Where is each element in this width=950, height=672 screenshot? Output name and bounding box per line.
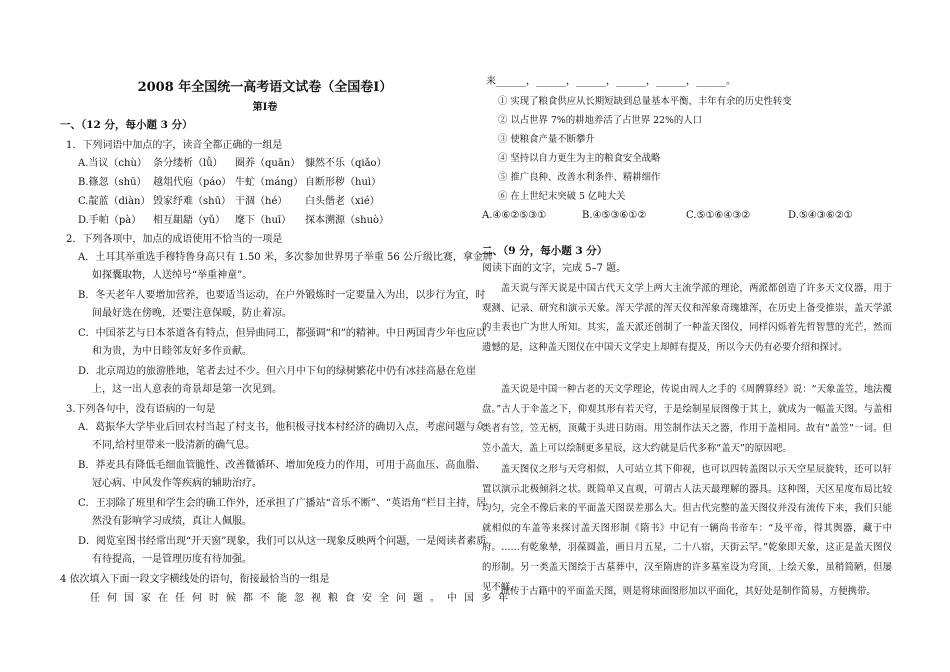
passage-paragraph-4: 流传于古籍中的平面盖天图，则是将球面图形加以平面化，其好处是制作简易，方便携带。 <box>500 586 876 597</box>
reading-instruction: 阅读下面的文字，完成 5–7 题。 <box>482 263 627 274</box>
q4-item-6: ⑥ 在上世纪末突破 5 亿吨大关 <box>498 191 626 202</box>
passage-paragraph-1: 盖天说与浑天说是中国古代天文学上两大主流学派的理论，两派都创造了许多天文仪器，用于观测、记录、研究和演示天象。浑天学派的浑天仪和浑象奇瑰雄浑，在历史上备受推崇，盖天学派的圭表也广为世人所知。其实，盖天派还创制了一种盖天图仪，同样闪烁着先哲智慧的光芒，然而遗憾的是，这种盖天图仪在中国天文学史上却鲜有提及，所以今天仍有必要介绍和探讨。 <box>482 283 892 353</box>
q2-stem: 2．下列各项中，加点的成语使用不恰当的一项是 <box>66 234 283 245</box>
q4-item-3: ③ 使粮食产量不断攀升 <box>498 134 595 145</box>
q1-option-row-a <box>78 157 387 171</box>
q3-option-c-cont: 然没有影响学习成绩，真让人佩服。 <box>92 516 252 527</box>
q3-option-d: D．阅览室图书经常出现“开天窗”现象，我们可以从这一现象反映两个问题，一是阅读者素质 <box>78 536 487 547</box>
section-2-heading: 二、（9 分，每小题 3 分） <box>482 245 608 257</box>
exam-title: 2008 年全国统一高考语文试卷（全国卷I） <box>137 80 393 95</box>
q2-option-b-cont: 间最好选在傍晚，还要注意保暖，防止着凉。 <box>92 308 292 319</box>
q3-option-a-cont: 不同,给村里带来一股清新的确气息。 <box>92 440 256 451</box>
q4-item-4: ④ 坚持以自力更生为主的粮食安全战略 <box>498 153 661 164</box>
q1-a-2: 条分缕析（lǚ） <box>153 158 223 169</box>
q3-option-b: B．莽麦具有降低毛细血管脆性、改善微循环、增加免疫力的作用，可用于高血压、高血脂、 <box>78 460 486 471</box>
q4-options <box>482 209 853 223</box>
q4-item-1: ① 实现了粮食供应从长期短缺到总量基本平衡、丰年有余的历史性转变 <box>498 96 792 107</box>
q1-c-1: C.靛蓝（diàn） <box>78 196 151 207</box>
q1-c-3: 干涸（hé） <box>235 196 288 207</box>
q4-option-c: C.⑤①⑥④③② <box>686 210 751 221</box>
passage-paragraph-2: 盖天说是中国一种古老的天文学理论，传说由周人之手的《周髀算经》说：“天象盖笠，地法覆盘。”古人于伞盖之下，仰观其形有若天穹，于是绘制星辰图像于其上，就成为一幅盖天图。与盖相类者有笠，笠无柄，顶戴于头进日防雨。用笠制作法天之器，作用于盖相同。故有“盖笠”一词。但笠小盖大，盖上可以绘制更多星辰，这大约就是后代多称“盖天”的原因吧。 <box>482 384 892 454</box>
section-1-heading: 一、（12 分，每小题 3 分） <box>60 119 193 131</box>
q1-c-2: 毁家纾难（shū） <box>153 196 232 207</box>
q4-blanks: 来______，______，______，______，______，______。 <box>486 76 736 87</box>
q4-option-b: B.④⑤③⑥①② <box>582 210 647 221</box>
q4-item-5: ⑤ 推广良种、改善水利条件、精耕细作 <box>498 172 661 183</box>
q1-d-3: 麾下（huī） <box>235 215 292 226</box>
q1-a-4: 慷然不乐（qiǎo） <box>305 158 387 169</box>
q2-option-d-cont: 上，这一出人意表的奇景却是第一次见到。 <box>92 384 282 395</box>
q1-d-1: D.手帕（pà） <box>78 215 142 226</box>
q1-d-4: 探本溯源（shuò） <box>305 215 390 226</box>
exam-part-label: 第I卷 <box>252 102 278 113</box>
q1-c-4: 白头偕老（xié） <box>305 196 380 207</box>
q4-stem: 4 依次填入下面一段文字横线处的语句，衔接最恰当的一组是 <box>60 574 330 585</box>
q4-passage: 任何国家在任何时候都不能忽视粮食安全问题。中国多年 <box>90 593 515 604</box>
q4-option-a: A.④⑥②⑤③① <box>482 210 547 221</box>
q2-option-c-cont: 和为贵，为中日睦邻友好多作贡献。 <box>92 346 252 357</box>
q3-option-b-cont: 冠心病、中风发作等疾病的辅助治疗。 <box>92 478 262 489</box>
q1-option-row-c <box>78 195 380 209</box>
q1-b-3: 牛虻（máng） <box>235 177 304 188</box>
q2-option-d: D．北京周边的旅游胜地，笔者去过不少。但六月中下旬的绿树繁花中仍有冰挂高悬在危崖 <box>78 366 477 377</box>
q1-a-1: A.当议（chù） <box>78 158 147 169</box>
q3-stem: 3.下列各句中，没有语病的一句是 <box>66 404 216 415</box>
q2-option-a: A．土耳其举重选手穆特鲁身高只有 1.50 米，多次参加世界男子举重 56 公斤级比赛，拿金牌 <box>78 252 493 263</box>
q1-stem: 1．下列词语中加点的字，读音全都正确的一组是 <box>66 140 283 151</box>
q2-option-c: C．中国茶艺与日本茶道各有特点，但异曲同工，都强调“和”的精神。中日两国青少年也应以 <box>78 328 486 339</box>
q1-b-4: 自断形秽（huì） <box>305 177 382 188</box>
q3-option-a: A．葛振华大学毕业后回农村当起了村支书，他积极寻找本村经济的确切入点，考虑问题与众 <box>78 422 486 433</box>
q2-option-b: B．冬天老年人要增加营养，也要适当运动，在户外锻炼时一定要量入为出，以步行为宜，时 <box>78 290 486 301</box>
q1-d-2: 相互龃龉（yǔ） <box>153 215 226 226</box>
q1-b-1: B.篠忽（shū） <box>78 177 147 188</box>
q1-b-2: 越俎代庖（páo） <box>153 177 232 188</box>
q1-a-3: 圈养（quān） <box>235 158 301 169</box>
passage-paragraph-3: 盖天图仪之形与天穹相似，人可站立其下仰视，也可以四转盖图以示天空星辰旋转，还可以轩置以演示北极倾斜之状。既简单又直观，可谓古人法天最理解的器具。这种图，天区星度布局比较均匀，完全不像后来的平面盖天图误差那么大。但古代完整的盖天图仪并没有流传下来，我们只能就相似的车盖等来探讨盖天图形制《隋书》中记有一辆尚书帝车：“及平帝，得其舆器，藏于中府。……有乾象辇，羽葆圆盖，画日月五星，二十八宿，天街云罕。”乾象即天象，这正是盖天图仪的形制。另一类盖天图绘于古墓葬中，汉至隋唐的许多墓室设为穹顶，上绘天象，虽稍简陋，但屡见不鲜。 <box>482 464 892 593</box>
q3-option-c: C．王羽除了班里和学生会的确工作外，还承担了广播站“音乐不断”、“英语角”栏目主持，居 <box>78 498 487 509</box>
q4-item-2: ② 以占世界 7%的耕地养活了占世界 22%的人口 <box>498 115 703 126</box>
q1-option-row-d <box>78 214 389 228</box>
q2-option-a-cont: 如探囊取物，人送绰号“举重神童”。 <box>92 270 253 281</box>
q1-option-row-b <box>78 176 381 190</box>
q3-option-d-cont: 有待提高，一是管理历度有待加强。 <box>92 554 252 565</box>
q4-option-d: D.⑤④③⑥②① <box>788 210 853 221</box>
